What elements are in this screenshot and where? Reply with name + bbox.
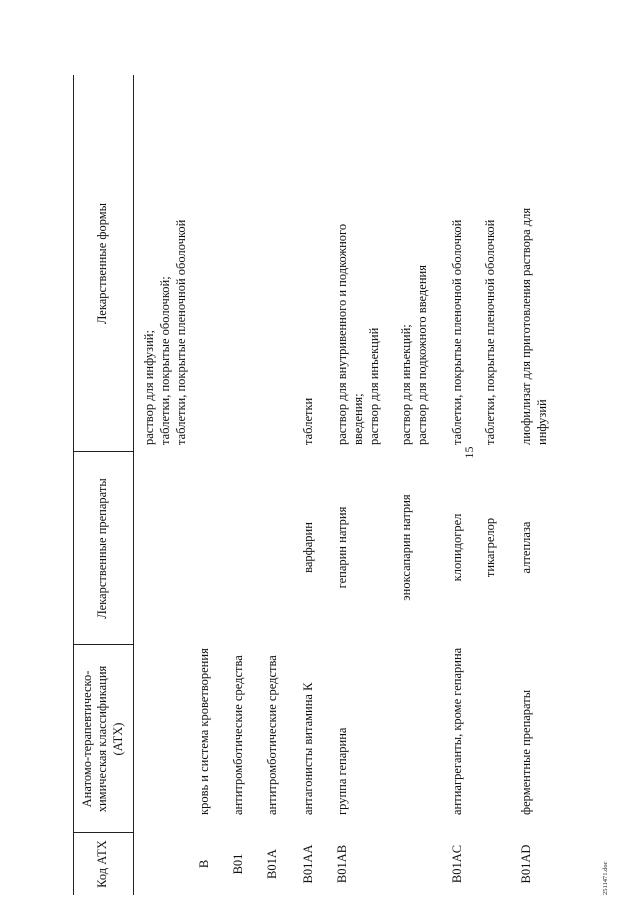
- dosage-form-line: раствор для подкожного введения: [415, 265, 429, 445]
- dosage-form-line: раствор для инъекций: [367, 327, 381, 445]
- atc-code: B01AB: [335, 844, 349, 884]
- preamble-form-line: таблетки, покрытые пленочной оболочкой: [174, 219, 188, 445]
- header-forms: Лекарственные формы: [95, 202, 110, 325]
- atc-name: антагонисты витамина К: [301, 682, 315, 815]
- dosage-form-line: таблетки: [301, 397, 315, 445]
- preamble-form-line: раствор для инфузий;: [142, 330, 156, 445]
- atc-name: антитромботические средства: [231, 655, 245, 815]
- dosage-form-line: таблетки, покрытые пленочной оболочкой: [450, 219, 464, 445]
- drug-name: гепарин натрия: [335, 506, 349, 589]
- drug-name: эноксапарин натрия: [399, 494, 413, 601]
- header-code: Код АТХ: [95, 840, 110, 888]
- dosage-form-line: инфузий: [535, 399, 549, 445]
- drug-name: алтеплаза: [519, 521, 533, 574]
- atc-code: B: [197, 859, 211, 869]
- atc-name: антитромботические средства: [265, 655, 279, 815]
- header-atc: Анатомо-терапевтическо-химическая классификация (АТХ): [79, 665, 125, 813]
- dosage-form-line: таблетки, покрытые пленочной оболочкой: [483, 219, 497, 445]
- atc-name: кровь и система кроветворения: [197, 648, 211, 815]
- drug-name: клопидогрел: [450, 513, 464, 582]
- drug-name: тикагрелор: [483, 517, 497, 578]
- page-number: 15: [462, 446, 476, 459]
- dosage-form-line: раствор для инъекций;: [399, 324, 413, 445]
- atc-code: B01A: [265, 849, 279, 879]
- dosage-form-line: введения;: [351, 393, 365, 445]
- preamble-form-line: таблетки, покрытые оболочкой;: [158, 276, 172, 445]
- atc-name: антиагреганты, кроме гепарина: [450, 647, 464, 815]
- rotated-page: [5, 10, 610, 895]
- dosage-form-line: лиофилизат для приготовления раствора для: [519, 207, 533, 445]
- file-footer: 2511471.doc: [602, 861, 609, 895]
- header-drugs: Лекарственные препараты: [95, 478, 110, 619]
- header-bottom-border: [133, 75, 134, 895]
- atc-code: B01AD: [519, 844, 533, 884]
- atc-code: B01: [231, 853, 245, 875]
- atc-name: группа гепарина: [335, 727, 349, 815]
- atc-code: B01AA: [301, 844, 315, 884]
- dosage-form-line: раствор для внутривенного и подкожного: [335, 223, 349, 445]
- atc-code: B01AC: [450, 844, 464, 884]
- drug-name: варфарин: [301, 522, 315, 573]
- atc-name: ферментные препараты: [519, 689, 533, 815]
